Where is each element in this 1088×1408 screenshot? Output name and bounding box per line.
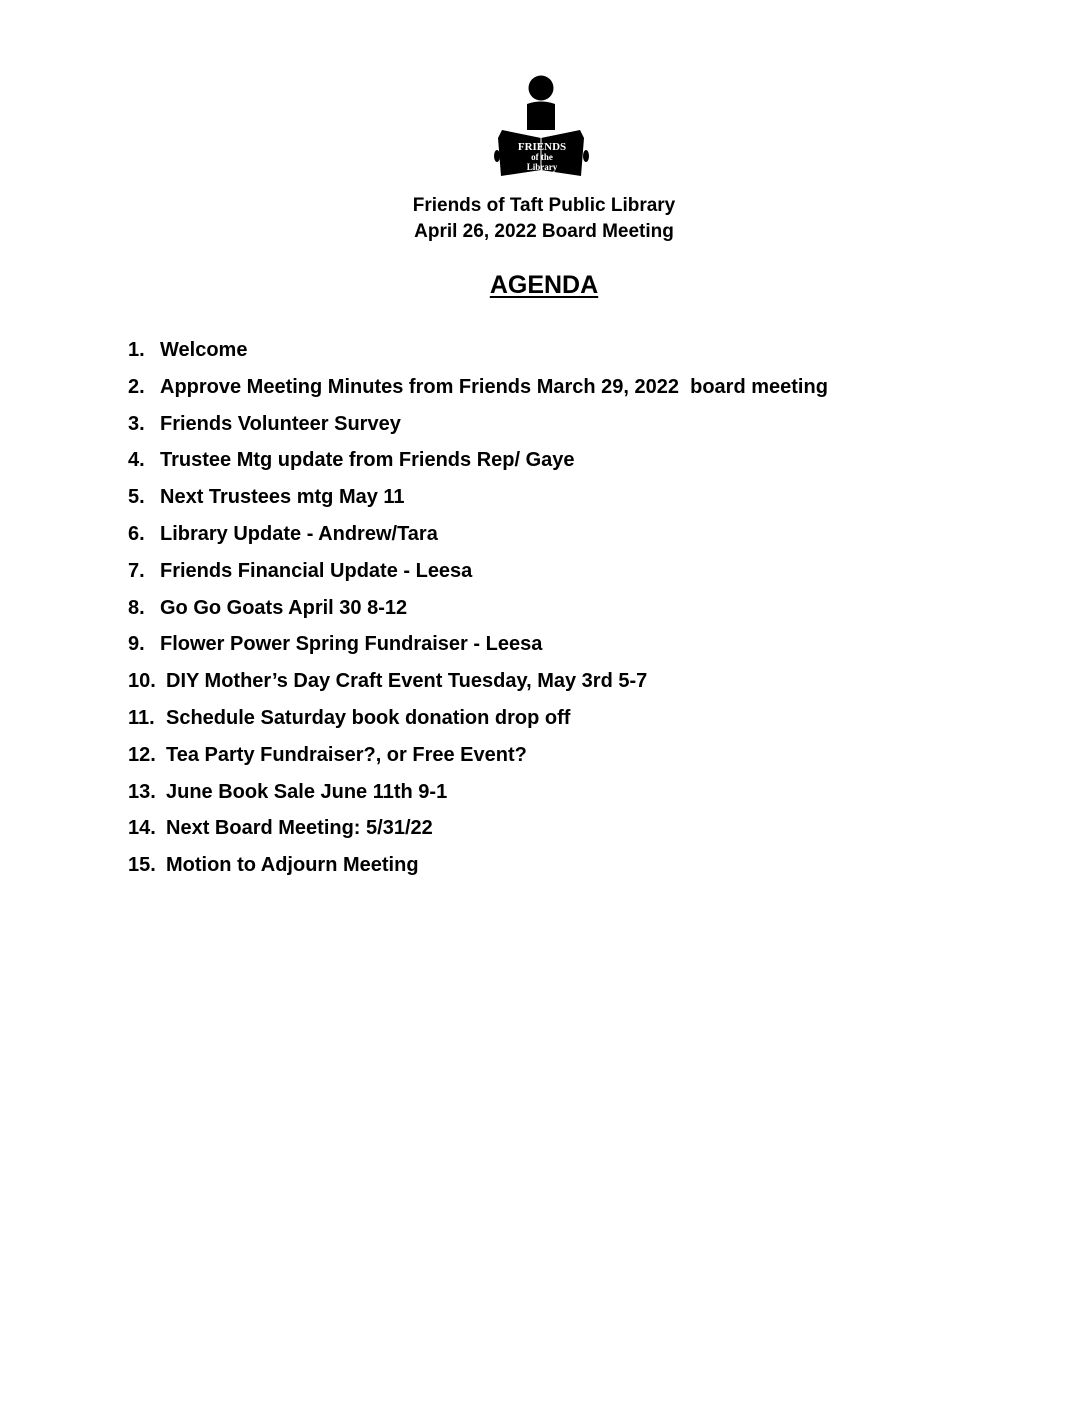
- item-text: Friends Volunteer Survey: [160, 412, 401, 435]
- item-number: 2.: [128, 375, 145, 398]
- agenda-item: [128, 372, 828, 409]
- logo-line-2: of the: [531, 152, 553, 162]
- agenda-item: [128, 850, 828, 887]
- agenda-item: [128, 519, 828, 556]
- agenda-item: [128, 740, 828, 777]
- item-number: 7.: [128, 559, 145, 582]
- agenda-item: [128, 409, 828, 446]
- friends-of-the-library-logo: [494, 72, 594, 180]
- agenda-item: [128, 335, 828, 372]
- item-text: Next Trustees mtg May 11: [160, 486, 405, 509]
- item-text: Motion to Adjourn Meeting: [166, 854, 419, 877]
- agenda-item: [128, 593, 828, 630]
- item-text: Friends Financial Update - Leesa: [160, 559, 473, 582]
- agenda-list: [128, 335, 828, 887]
- agenda-item: [128, 629, 828, 666]
- item-text: Flower Power Spring Fundraiser - Leesa: [160, 633, 543, 656]
- agenda-item: [128, 666, 828, 703]
- logo-line-3: Library: [526, 162, 558, 172]
- logo-line-1: FRIENDS: [517, 141, 567, 153]
- item-number: 4.: [128, 449, 145, 472]
- agenda-item: [128, 777, 828, 814]
- reader-book-icon: [494, 72, 594, 180]
- organization-name: Friends of Taft Public Library: [412, 195, 676, 216]
- item-number: 6.: [128, 522, 145, 545]
- item-text: Tea Party Fundraiser?, or Free Event?: [166, 743, 527, 766]
- item-number: 1.: [128, 339, 145, 361]
- item-text: DIY Mother’s Day Craft Event Tuesday, May 3rd 5-7: [166, 670, 648, 693]
- item-number: 12.: [128, 743, 156, 766]
- item-text: June Book Sale June 11th 9-1: [166, 780, 448, 803]
- item-number: 8.: [128, 596, 145, 619]
- item-number: 9.: [128, 633, 145, 656]
- item-number: 10.: [128, 670, 156, 693]
- item-text: Go Go Goats April 30 8-12: [160, 596, 408, 619]
- item-number: 3.: [128, 412, 145, 435]
- agenda-item: [128, 556, 828, 593]
- item-text: Welcome: [160, 339, 248, 361]
- item-number: 13.: [128, 780, 156, 803]
- item-text: Approve Meeting Minutes from Friends March 29, 2022 board meeting: [160, 375, 828, 398]
- item-number: 5.: [128, 486, 145, 509]
- agenda-item: [128, 445, 828, 482]
- item-number: 15.: [128, 854, 156, 877]
- agenda-item: [128, 482, 828, 519]
- item-text: Schedule Saturday book donation drop off: [166, 706, 571, 729]
- item-number: 11.: [128, 706, 155, 729]
- agenda-title: AGENDA: [489, 271, 599, 299]
- item-text: Library Update - Andrew/Tara: [160, 522, 438, 545]
- agenda-item: [128, 813, 828, 850]
- item-text: Trustee Mtg update from Friends Rep/ Gaye: [160, 449, 575, 472]
- item-number: 14.: [128, 817, 156, 840]
- agenda-item: [128, 703, 828, 740]
- item-text: Next Board Meeting: 5/31/22: [166, 817, 433, 840]
- meeting-date: April 26, 2022 Board Meeting: [414, 221, 674, 242]
